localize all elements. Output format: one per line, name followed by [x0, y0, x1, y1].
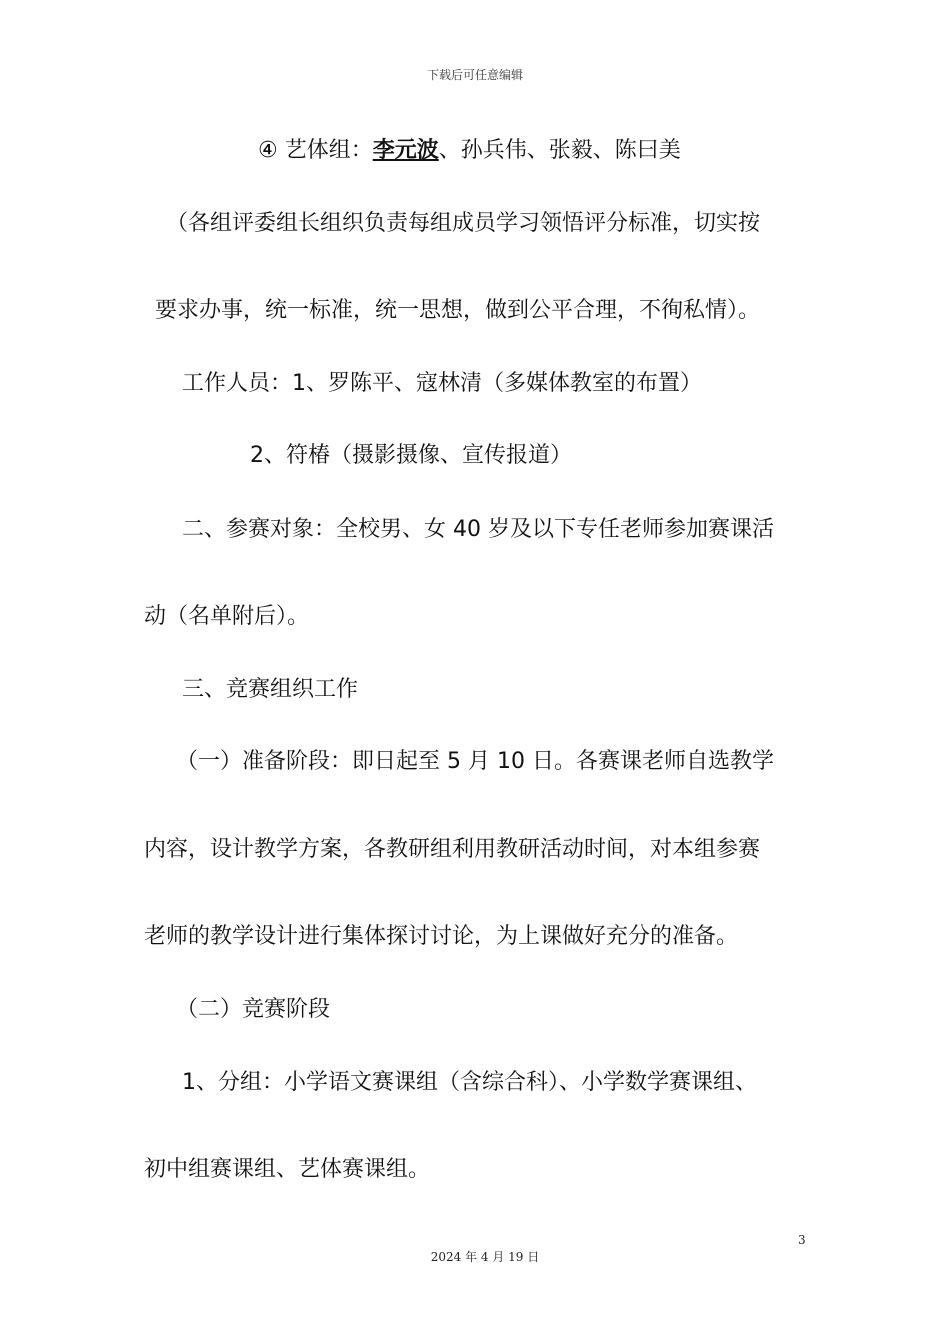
art-group-members: 、孙兵伟、张毅、陈曰美	[438, 138, 681, 163]
page-number: 3	[798, 1233, 806, 1247]
art-group-leader: 李元波	[372, 138, 439, 163]
note-line-2: 要求办事，统一标准，统一思想，做到公平合理，不徇私情）。	[155, 298, 761, 323]
art-group-line	[258, 136, 681, 166]
grouping-line-1: 1、分组：小学语文赛课组（含综合科）、小学数学赛课组、	[182, 1070, 757, 1095]
staff-line-2: 2、符椿（摄影摄像、宣传报道）	[250, 443, 572, 468]
participants-line-1: 二、参赛对象：全校男、女 40 岁及以下专任老师参加赛课活	[182, 517, 774, 542]
art-group-prefix: ④ 艺体组：	[258, 138, 373, 163]
footer-date: 2024 年 4 月 19 日	[430, 1250, 540, 1264]
page-header: 下载后可任意编辑	[426, 68, 523, 82]
prep-stage-line-1: （一）准备阶段：即日起至 5 月 10 日。各赛课老师自选教学	[176, 749, 774, 774]
staff-line-1: 工作人员：1、罗陈平、寇林清（多媒体教室的布置）	[182, 371, 702, 396]
contest-stage-heading: （二）竞赛阶段	[176, 997, 331, 1022]
section-3-heading: 三、竞赛组织工作	[182, 677, 359, 702]
note-line-1: （各组评委组长组织负责每组成员学习领悟评分标准，切实按	[166, 211, 761, 236]
prep-stage-line-2: 内容，设计教学方案，各教研组利用教研活动时间，对本组参赛	[144, 837, 761, 862]
participants-line-2: 动（名单附后）。	[144, 604, 310, 629]
grouping-line-2: 初中组赛课组、艺体赛课组。	[144, 1157, 431, 1182]
prep-stage-line-3: 老师的教学设计进行集体探讨讨论，为上课做好充分的准备。	[144, 924, 739, 949]
